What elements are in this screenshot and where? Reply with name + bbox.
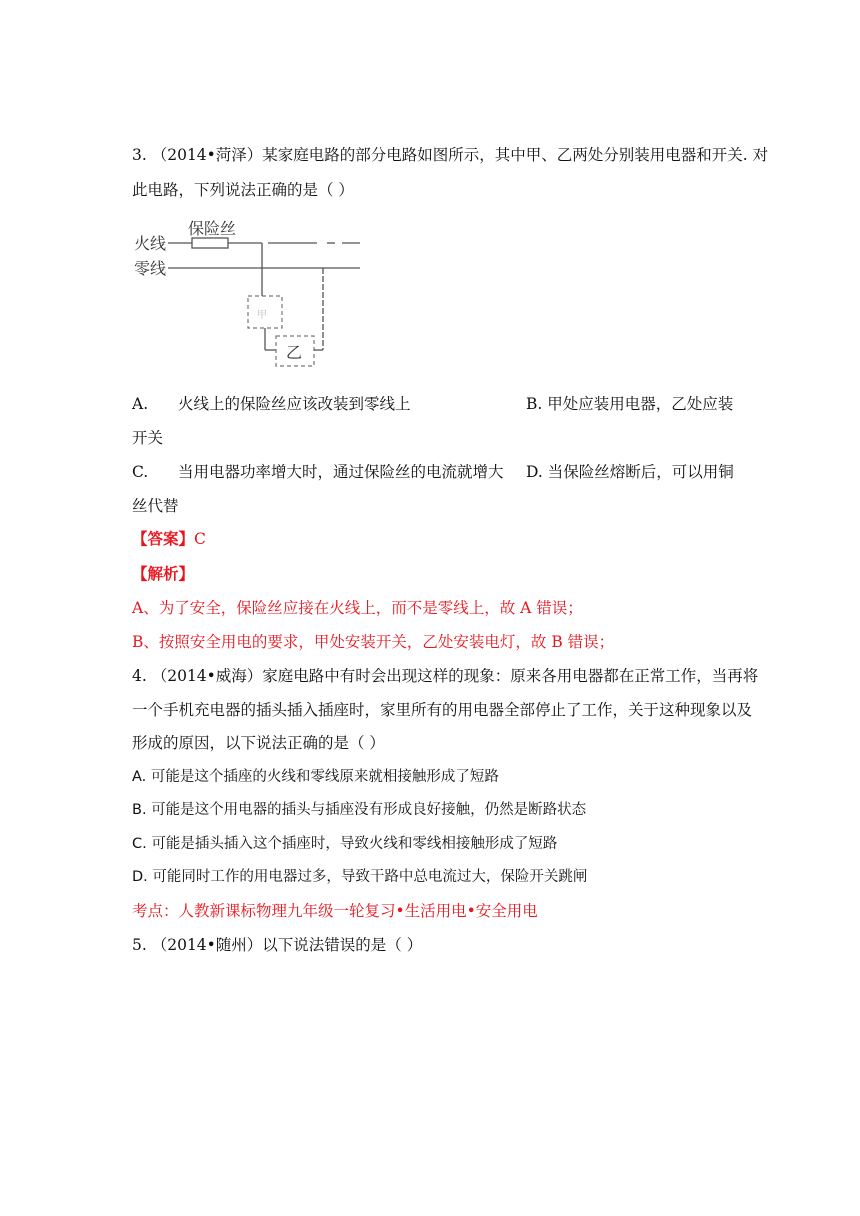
answer-value: C <box>194 530 206 548</box>
q3-stem-line2: 此电路，下列说法正确的是（ ） <box>132 181 354 199</box>
q3-option-b-cont: 开关 <box>132 429 164 447</box>
q3-option-c-text: 当用电器功率增大时，通过保险丝的电流就增大 <box>178 463 504 481</box>
q4-option-d: D. 可能同时工作的用电器过多，导致干路中总电流过大，保险开关跳闸 <box>132 869 588 885</box>
q3-option-a-letter: A. <box>132 395 149 413</box>
circuit-diagram <box>132 218 372 368</box>
answer-line <box>132 529 206 549</box>
answer-label: 【答案】 <box>132 529 195 548</box>
analysis-label: 【解析】 <box>132 564 195 583</box>
q3-option-a-text: 火线上的保险丝应该改装到零线上 <box>178 395 411 413</box>
box-jia-label: 甲 <box>257 310 267 321</box>
q4-kaodian: 考点：人教新课标物理九年级一轮复习•生活用电•安全用电 <box>132 902 538 920</box>
box-yi-label: 乙 <box>286 343 303 362</box>
q3-option-c-letter: C. <box>132 463 149 481</box>
q4-option-a: A. 可能是这个插座的火线和零线原来就相接触形成了短路 <box>132 769 499 785</box>
q3-option-b-text: B. 甲处应装用电器，乙处应装 <box>526 395 734 413</box>
fuse-symbol <box>192 238 228 248</box>
analysis-b: B、按照安全用电的要求，甲处安装开关，乙处安装电灯，故 B 错误； <box>132 633 615 651</box>
q4-option-c: C. 可能是插头插入这个插座时，导致火线和零线相接触形成了短路 <box>132 836 558 852</box>
q3-option-d-cont: 丝代替 <box>132 497 179 515</box>
q3-option-d-text: D. 当保险丝熔断后，可以用铜 <box>526 463 734 481</box>
fuse-label: 保险丝 <box>188 219 237 238</box>
q5-stem-line1: 5. （2014•随州）以下说法错误的是（ ） <box>132 936 423 954</box>
fire-line-label: 火线 <box>134 234 167 253</box>
q3-stem-line1: 3. （2014•菏泽）某家庭电路的部分电路如图所示，其中甲、乙两处分别装用电器和开关. 对 <box>132 146 769 164</box>
q4-option-b: B. 可能是这个用电器的插头与插座没有形成良好接触，仍然是断路状态 <box>132 802 587 818</box>
neutral-line-label: 零线 <box>134 259 167 278</box>
q4-stem-line1: 4. （2014•威海）家庭电路中有时会出现这样的现象：原来各用电器都在正常工作，当再将 <box>132 667 759 685</box>
q4-stem-line3: 形成的原因，以下说法正确的是（ ） <box>132 734 385 752</box>
analysis-a: A、为了安全，保险丝应接在火线上，而不是零线上，故 A 错误； <box>132 599 583 617</box>
q4-stem-line2: 一个手机充电器的插头插入插座时，家里所有的用电器全部停止了工作，关于这种现象以及 <box>132 701 753 719</box>
